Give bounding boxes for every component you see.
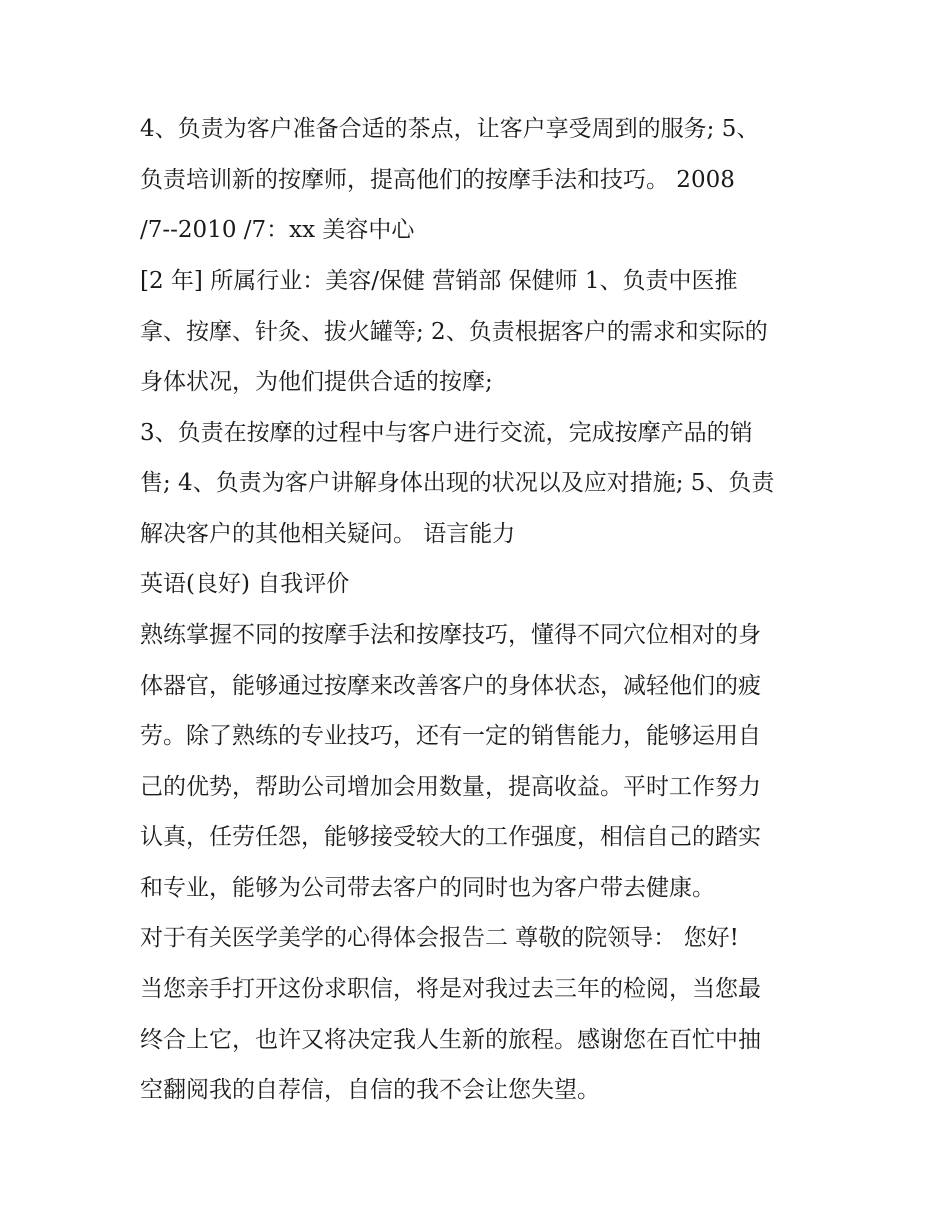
text-line-9: 解决客户的其他相关疑问。 语言能力	[140, 521, 516, 547]
text-line-6: 身体状况，为他们提供合适的按摩;	[140, 369, 493, 395]
text-line-1: 4、负责为客户准备合适的茶点，让客户享受周到的服务; 5、	[140, 116, 760, 142]
text-line-8: 售; 4、负责为客户讲解身体出现的状况以及应对措施; 5、负责	[140, 470, 775, 496]
text-line-17: 对于有关医学美学的心得体会报告二 尊敬的院领导： 您好!	[140, 925, 739, 951]
text-line-16: 和专业，能够为公司带去客户的同时也为客户带去健康。	[140, 875, 715, 901]
text-line-14: 己的优势，帮助公司增加会用数量，提高收益。平时工作努力	[140, 774, 761, 800]
text-line-20: 空翻阅我的自荐信，自信的我不会让您失望。	[140, 1077, 600, 1103]
text-line-2: 负责培训新的按摩师，提高他们的按摩手法和技巧。 2008	[140, 167, 735, 193]
text-line-7: 3、负责在按摩的过程中与客户进行交流，完成按摩产品的销	[140, 420, 753, 446]
text-line-5: 拿、按摩、针灸、拔火罐等; 2、负责根据客户的需求和实际的	[140, 319, 768, 345]
text-line-13: 劳。除了熟练的专业技巧，还有一定的销售能力，能够运用自	[140, 723, 761, 749]
text-line-10: 英语(良好) 自我评价	[140, 571, 350, 597]
text-line-18: 当您亲手打开这份求职信，将是对我过去三年的检阅，当您最	[140, 976, 761, 1002]
text-line-12: 体器官，能够通过按摩来改善客户的身体状态，减轻他们的疲	[140, 673, 761, 699]
text-line-4: [2 年] 所属行业：美容/保健 营销部 保健师 1、负责中医推	[140, 268, 738, 294]
text-line-3: /7--2010 /7：xx 美容中心	[140, 217, 415, 243]
text-line-19: 终合上它，也许又将决定我人生新的旅程。感谢您在百忙中抽	[140, 1027, 761, 1053]
text-line-11: 熟练掌握不同的按摩手法和按摩技巧，懂得不同穴位相对的身	[140, 622, 761, 648]
text-line-15: 认真，任劳任怨，能够接受较大的工作强度，相信自己的踏实	[140, 824, 761, 850]
